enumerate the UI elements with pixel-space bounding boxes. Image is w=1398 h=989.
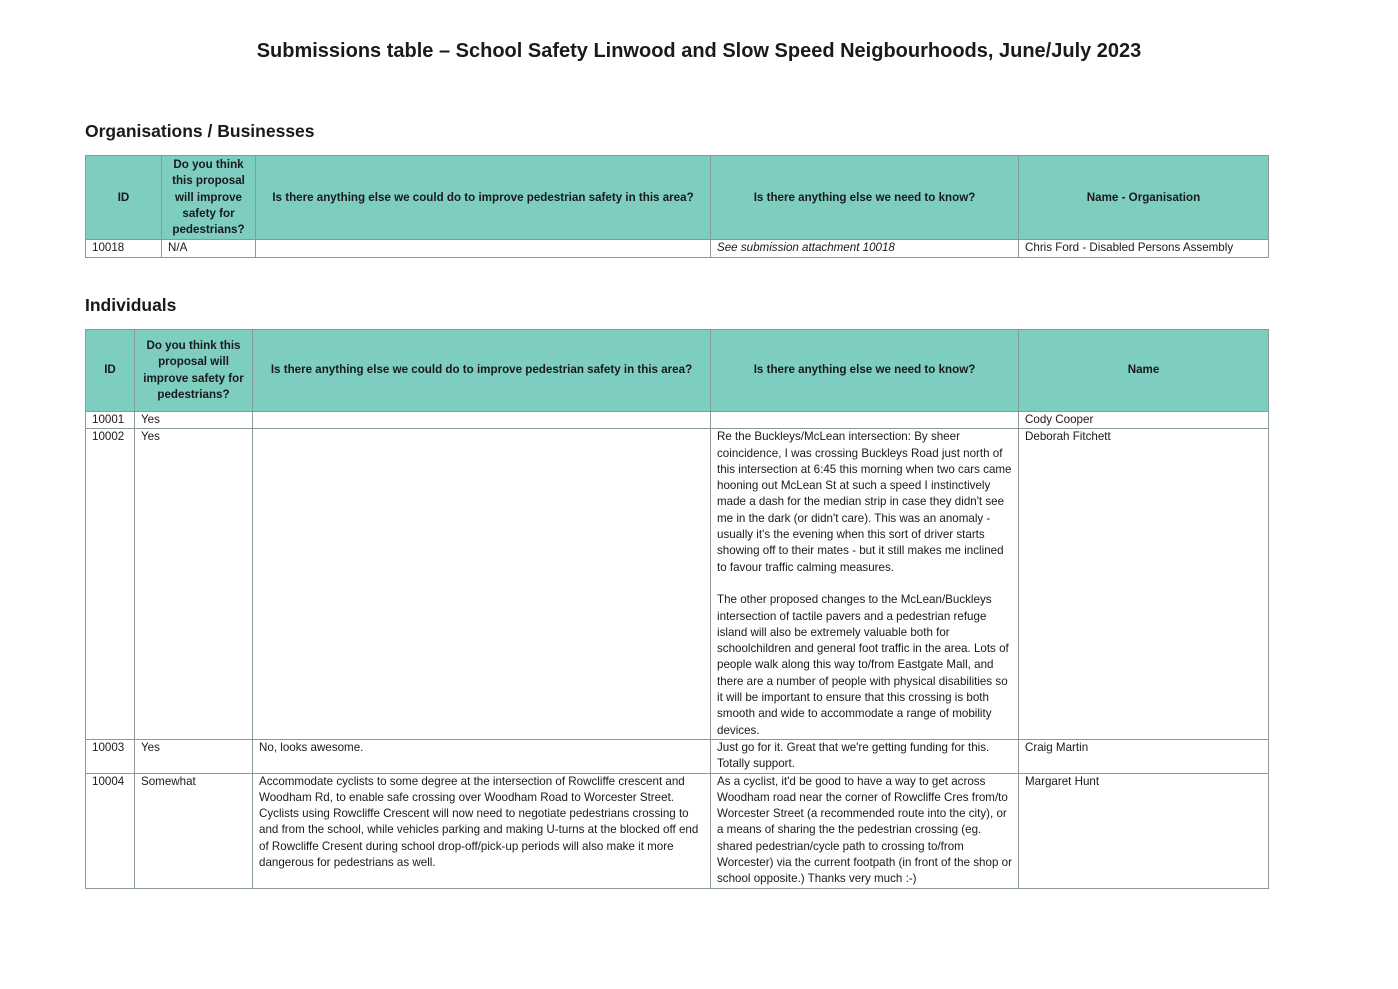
cell-id: 10003 — [86, 739, 135, 773]
cell-improve-safety: N/A — [162, 240, 256, 257]
cell-name: Margaret Hunt — [1019, 773, 1269, 888]
page-title: Submissions table – School Safety Linwood and Slow Speed Neigbourhoods, June/July 2023 — [256, 40, 1142, 62]
cell-id: 10002 — [86, 429, 135, 740]
column-header-id: ID — [86, 156, 162, 240]
cell-name: Deborah Fitchett — [1019, 429, 1269, 740]
cell-need-to-know: See submission attachment 10018 — [711, 240, 1019, 257]
cell-need-to-know: Just go for it. Great that we're getting funding for this. Totally support. — [711, 739, 1019, 773]
table-row — [86, 412, 1269, 429]
table-row — [86, 739, 1269, 773]
individuals-table — [85, 329, 1269, 889]
column-header-improve-safety: Do you think this proposal will improve safety for pedestrians? — [135, 330, 253, 412]
table-header-row — [86, 330, 1269, 412]
table-row — [86, 429, 1269, 740]
cell-improve-safety: Yes — [135, 429, 253, 740]
cell-anything-else: No, looks awesome. — [253, 739, 711, 773]
cell-name: Cody Cooper — [1019, 412, 1269, 429]
table-row — [86, 773, 1269, 888]
cell-anything-else — [256, 240, 711, 257]
cell-need-to-know: Re the Buckleys/McLean intersection: By sheer coincidence, I was crossing Buckleys Road just north of this intersection at 6:45 this morning when two cars came hooning out McLean St at such a speed I instinctively made a dash for the median strip in case they didn't see me in the dark (or didn't care). This was an anomaly - usually it's the evening when this sort of driver starts showing off to their mates - but it still makes me inclined to favour traffic calming measures. The other proposed changes to the McLean/Buckleys intersection of tactile pavers and a pedestrian refuge island will also be extremely valuable both for schoolchildren and general foot traffic in the area. Lots of people walk along this way to/from Eastgate Mall, and there are a number of people with physical disabilities so it will be important to ensure that this crossing is both smooth and wide to accommodate a range of mobility devices. — [711, 429, 1019, 740]
column-header-need-to-know: Is there anything else we need to know? — [711, 330, 1019, 412]
cell-need-to-know: As a cyclist, it'd be good to have a way to get across Woodham road near the corner of Rowcliffe Cres from/to Worcester Street (a recommended route into the city), or a means of sharing the the pedestrian crossing (eg. shared pedestrian/cycle path to crossing to/from Worcester) via the current footpath (in front of the shop or school opposite.) Thanks very much :-) — [711, 773, 1019, 888]
column-header-anything-else: Is there anything else we could do to improve pedestrian safety in this area? — [253, 330, 711, 412]
cell-id: 10001 — [86, 412, 135, 429]
cell-id: 10018 — [86, 240, 162, 257]
cell-improve-safety: Yes — [135, 412, 253, 429]
cell-improve-safety: Yes — [135, 739, 253, 773]
cell-improve-safety: Somewhat — [135, 773, 253, 888]
table-header-row — [86, 156, 1269, 240]
column-header-name: Name — [1019, 330, 1269, 412]
column-header-improve-safety: Do you think this proposal will improve safety for pedestrians? — [162, 156, 256, 240]
column-header-anything-else: Is there anything else we could do to improve pedestrian safety in this area? — [256, 156, 711, 240]
column-header-name-organisation: Name - Organisation — [1019, 156, 1269, 240]
organisations-table — [85, 155, 1269, 258]
cell-name: Chris Ford - Disabled Persons Assembly — [1019, 240, 1269, 257]
cell-anything-else — [253, 429, 711, 740]
column-header-need-to-know: Is there anything else we need to know? — [711, 156, 1019, 240]
individuals-heading: Individuals — [85, 295, 177, 315]
column-header-id: ID — [86, 330, 135, 412]
table-row — [86, 240, 1269, 257]
cell-name: Craig Martin — [1019, 739, 1269, 773]
cell-id: 10004 — [86, 773, 135, 888]
cell-anything-else — [253, 412, 711, 429]
cell-anything-else: Accommodate cyclists to some degree at the intersection of Rowcliffe crescent and Woodham Rd, to enable safe crossing over Woodham Road to Worcester Street. Cyclists using Rowcliffe Crescent will now need to negotiate pedestrians crossing to and from the school, while vehicles parking and making U-turns at the blocked off end of Rowcliffe Cresent during school drop-off/pick-up periods will also make it more dangerous for pedestrians as well. — [253, 773, 711, 888]
organisations-heading: Organisations / Businesses — [85, 121, 315, 141]
cell-need-to-know — [711, 412, 1019, 429]
